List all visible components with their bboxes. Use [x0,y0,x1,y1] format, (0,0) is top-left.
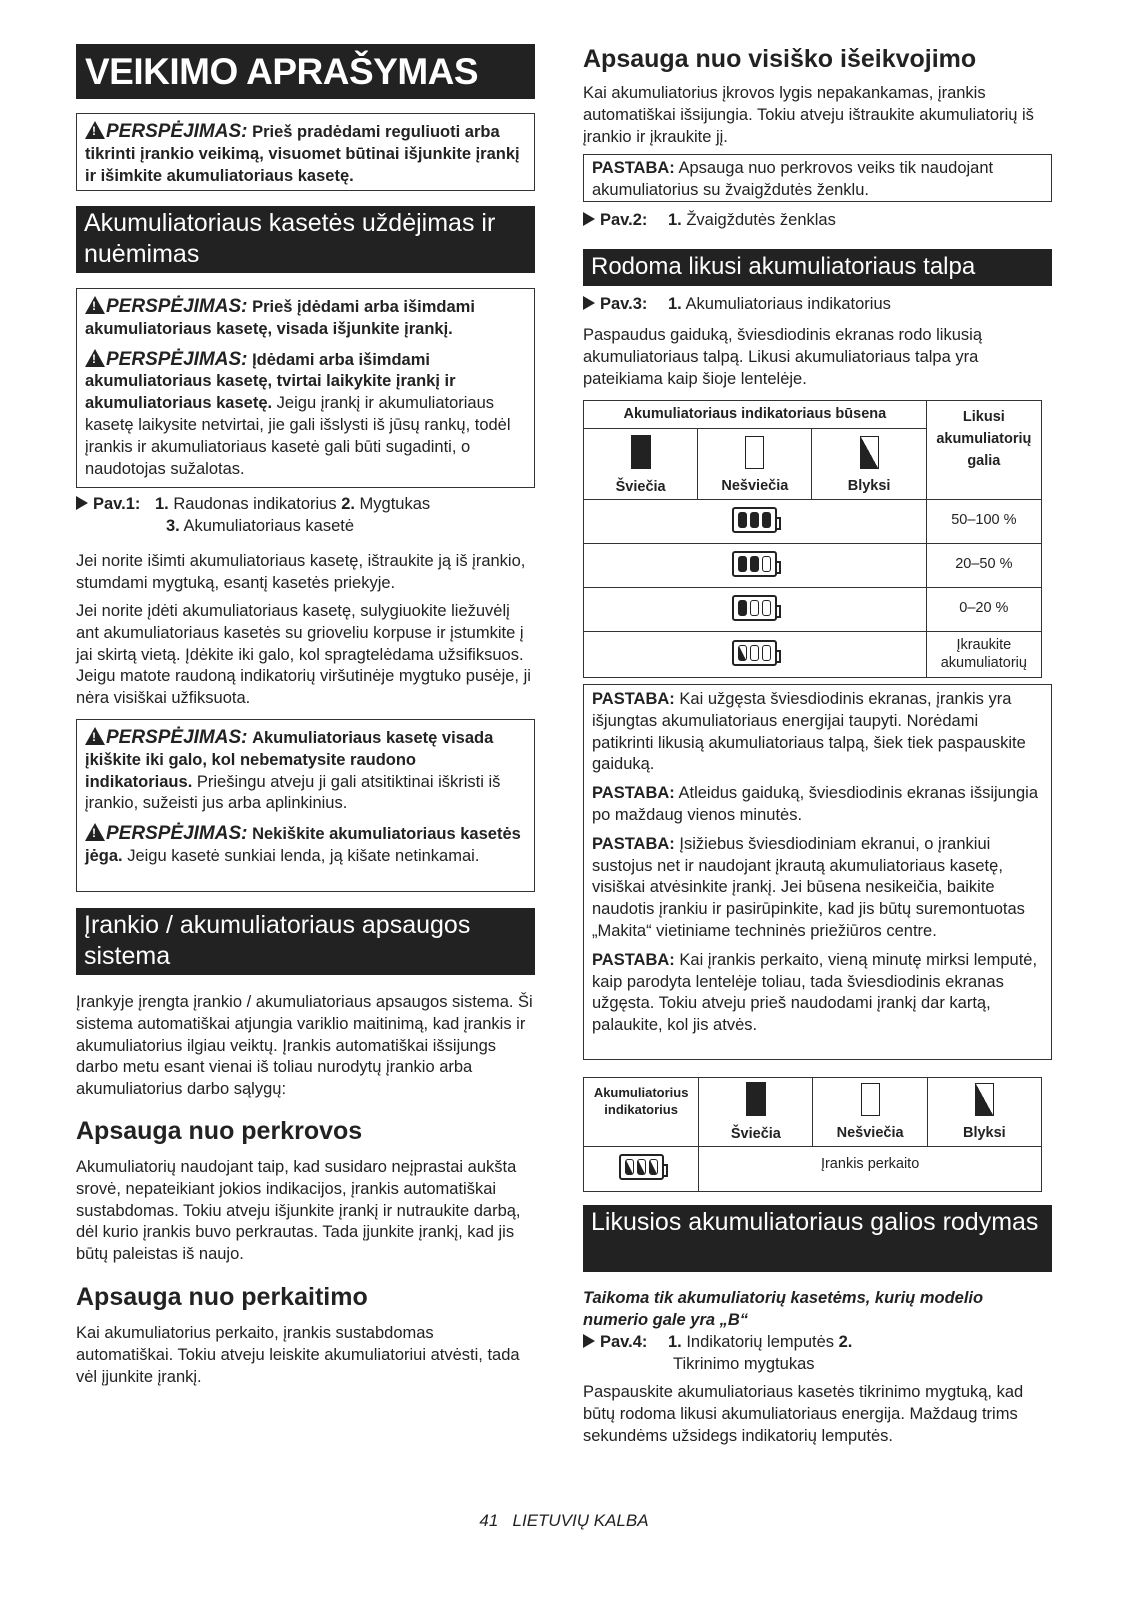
figure-label: Pav.2: [600,211,648,229]
warning-box-3 [76,719,535,892]
note-text: Kai užgęsta šviesdiodinis ekranas, įrankis yra išjungtas akumuliatoriaus energijai taupyti. Norėdami patikrinti likusią akumuliatoriaus talpą, šiek tiek paspauskite gaiduką. [592,690,1026,774]
note-1 [592,689,1043,776]
figure-num: 2. [838,1333,853,1351]
heading-overload: Apsauga nuo perkrovos [76,1117,363,1145]
warning-text: Prieš pradėdami reguliuoti arba tikrinti įrankio veikimą, visuomet būtinai išjunkite įrankį ir išimkite akumuliatoriaus kasetę. [85,123,520,185]
warning-label: PERSPĖJIMAS: [106,121,248,142]
paragraph-overheat: Kai akumuliatorius perkaito, įrankis sustabdomas automatiškai. Tokiu atveju leiskite akumuliatoriui atvėsti, tada vėl įjunkite įrankį. [76,1324,520,1386]
note-text: Įsižiebus šviesdiodiniam ekranui, o įrankiui sustojus net ir naudojant įkrautą akumuliatoriaus kasetę, visiškai atvėsinkite įrankį. Jei būsena nesikeičia, baikite naudotis įrankiu ir pasirūpinkite, kad jis būtų suremontuotas „Makita“ vietiniame techninės priežiūros centre. [592,834,1025,940]
section-title-battery-install: Akumuliatoriaus kasetės uždėjimas ir nuėmimas [76,206,535,273]
paragraph-capacity: Paspaudus gaiduką, šviesdiodinis ekranas rodo likusią akumuliatoriaus talpą. Likusi akumuliatoriaus talpa yra pateikiama kaip šioje lentelėje. [583,326,982,388]
note-label: PASTABA: [592,834,675,853]
figure-label: Pav.3: [600,295,648,313]
table-header-capacity: Likusi akumuliatorių galia [926,401,1041,500]
table-row [584,543,1042,587]
note-3 [592,834,1043,943]
figure-text: Raudonas indikatorius [168,495,342,513]
legend-blink-label: Blyksi [847,478,891,495]
legend-on [699,1078,813,1147]
arrow-icon [583,296,595,310]
heading-overheat: Apsauga nuo perkaitimo [76,1283,368,1311]
figure-text: Žvaigždutės ženklas [681,211,836,229]
figure-text: Akumuliatoriaus kasetė [179,516,355,535]
legend-off [813,1078,927,1147]
note-label: PASTABA: [592,784,675,803]
warning-label: PERSPĖJIMAS: [106,727,248,748]
note-4 [592,950,1043,1037]
table-row [584,587,1042,631]
legend-off-label: Nešviečia [836,1125,904,1142]
figure-num: 1. [668,1333,682,1351]
capacity-value: 0–20 % [926,587,1041,631]
battery-overheat-cell [584,1146,699,1191]
note-2 [592,783,1043,827]
capacity-value: Įkraukite akumuliatorių [926,631,1041,677]
figure-caption-1 [76,494,535,538]
battery-1-bar-cell [584,587,927,631]
capacity-value: 50–100 % [926,499,1041,543]
warning-detail: Jeigu kasetė sunkiai lenda, ją kišate netinkamai. [122,846,480,865]
figure-num: 3. [166,516,180,535]
notes-box [583,684,1052,1060]
figure-num: 2. [341,495,355,513]
note-label: PASTABA: [592,950,675,969]
battery-blink-cell [584,631,927,677]
warning-label: PERSPĖJIMAS: [106,823,248,845]
warning-icon [85,727,105,745]
legend-on [584,429,698,500]
battery-blinking-icon [732,640,777,666]
arrow-icon [583,1334,595,1348]
heading-overdischarge: Apsauga nuo visiško išeikvojimo [583,45,977,73]
warning-detail: Jeigu įrankį ir akumuliatoriaus kasetę laikysite netvirtai, jie gali išslysti iš jūsų rankų, todėl įrankis ir akumuliatoriaus kasetė gali būti sugadinti, o naudotojas sužalotas. [85,394,511,478]
figure-text: Indikatorių lemputės [681,1333,839,1351]
figure-caption-2 [583,210,1052,232]
figure-label: Pav.1: [93,495,141,513]
legend-blink-label: Blyksi [962,1125,1006,1142]
indicator-blink-icon [975,1083,994,1116]
figure-text: Tikrinimo mygtukas [673,1354,815,1373]
warning-label: PERSPĖJIMAS: [106,348,248,370]
paragraph-check-button: Paspauskite akumuliatoriaus kasetės tikrinimo mygtuką, kad būtų rodoma likusi akumuliatoriaus energija. Maždaug trims sekundėms užsidegs indikatorių lemputės. [583,1383,1024,1445]
warning-text: Nekiškite akumuliatoriaus kasetės jėga. [85,825,521,865]
arrow-icon [76,496,88,510]
page-number: 41 [479,1511,499,1530]
note-label: PASTABA: [592,690,675,708]
warning-detail: Priešingu atveju ji gali atsitiktinai iškristi iš įrankio, sužeisti jus arba aplinkinius. [85,772,501,813]
warning-text: Akumuliatoriaus kasetę visada įkiškite iki galo, kol nebematysite raudono indikatoriaus. [85,729,494,791]
footer-language: LIETUVIŲ KALBA [512,1511,649,1530]
paragraph-protection: Įrankyje įrengta įrankio / akumuliatoriaus apsaugos sistema. Ši sistema automatiškai atjungia variklio maitinimą, kad įrankis ir akumuliatorius ilgiau veiktų. Įrankis automatiškai išsijungs darbo metu esant vienai iš toliau nurodytų įrankio arba akumuliatorius darbo sąlygų: [76,993,533,1099]
figure-text: Mygtukas [354,495,431,513]
section-title-remaining-power: Likusios akumuliatoriaus galios rodymas [583,1205,1052,1272]
note-box-1 [583,154,1052,202]
table-header-indicator: Akumuliatorius indikatorius [584,1078,699,1147]
paragraph-overdischarge: Kai akumuliatorius įkrovos lygis nepakankamas, įrankis automatiškai išsijungia. Tokiu atveju ištraukite akumuliatorių iš įrankio ir įkraukite jį. [583,84,1034,146]
paragraph-remove: Jei norite išimti akumuliatoriaus kasetę, ištraukite ją iš įrankio, stumdami mygtuką, esantį kasetės priekyje. [76,552,526,592]
figure-caption-3 [583,294,1052,316]
legend-on-label: Šviečia [730,1125,781,1142]
paragraph-overload: Akumuliatorių naudojant taip, kad susidaro neįprastai aukšta srovė, nepateikiant jokios indikacijos, įrankis automatiškai sustabdomas. Tokiu atveju išjunkite įrankį ir nutraukite darbą, dėl kurio įrankis buvo perkrautas. Tada įjunkite įrankį, kad jis būtų paleistas iš naujo. [76,1158,521,1264]
legend-blink [927,1078,1041,1147]
applicability-note: Taikoma tik akumuliatorių kasetėms, kurių modelio numerio gale yra „B“ [583,1289,984,1329]
figure-label: Pav.4: [600,1333,648,1351]
warning-icon [85,296,105,314]
capacity-table [583,400,1042,678]
battery-three-bars-icon [732,507,777,533]
table-row [584,631,1042,677]
indicator-off-icon [745,436,764,469]
legend-on-label: Šviečia [615,478,666,495]
indicator-on-icon [746,1082,766,1116]
warning-box-1 [76,113,535,191]
note-text: Kai įrankis perkaito, vieną minutę mirksi lemputė, kaip parodyta lentelėje toliau, tada šviesdiodinis ekranas užgęsta. Tokiu atveju prieš naudodami įrankį dar kartą, palaukite, kol jis atvės. [592,950,1038,1035]
note-text: Apsauga nuo perkrovos veiks tik naudojant akumuliatorius su žvaigždutės ženklu. [592,159,994,199]
figure-caption-4 [583,1332,1052,1376]
note-text: Atleidus gaiduką, šviesdiodinis ekranas išsijungia po maždaug vienos minutės. [592,784,1039,824]
table-row [584,1146,1042,1191]
figure-num: 1. [668,295,682,313]
warning-text: Prieš įdėdami arba išimdami akumuliatoriaus kasetę, visada išjunkite įrankį. [85,298,475,338]
legend-blink [812,429,926,500]
battery-overheat-icon [619,1154,664,1180]
figure-num: 1. [155,495,169,513]
page-footer [0,1510,1128,1532]
warning-label: PERSPĖJIMAS: [106,296,248,317]
table-row [584,499,1042,543]
warning-text: Įdėdami arba išimdami akumuliatoriaus kasetę, tvirtai laikykite įrankį ir akumuliatoriaus kasetę. [85,350,456,413]
battery-one-bar-icon [732,595,777,621]
section-title-remaining-capacity: Rodoma likusi akumuliatoriaus talpa [583,249,1052,286]
section-title-protection-system: Įrankio / akumuliatoriaus apsaugos sistema [76,908,535,975]
battery-two-bars-icon [732,551,777,577]
indicator-off-icon [861,1083,880,1116]
arrow-icon [583,212,595,226]
figure-text: Akumuliatoriaus indikatorius [681,295,891,313]
overheat-table [583,1077,1042,1192]
paragraph-insert: Jei norite įdėti akumuliatoriaus kasetę, sulygiuokite liežuvėlį ant akumuliatoriaus kasetės su grioveliu korpuse ir įstumkite į jai skirtą vietą. Įdėkite iki galo, kol spragtelėdama užsifiksuos. Jeigu matote raudoną indikatorių viršutinėje mygtuko pusėje, ji nėra visiškai užfiksuota. [76,602,531,708]
legend-off-label: Nešviečia [721,478,789,495]
warning-box-2 [76,288,535,488]
warning-icon [85,823,105,841]
warning-icon [85,121,105,139]
overheat-text: Įrankis perkaito [699,1146,1042,1191]
indicator-on-icon [631,435,651,469]
table-header-status: Akumuliatoriaus indikatoriaus būsena [584,401,927,429]
figure-num: 1. [668,211,682,229]
legend-off [698,429,812,500]
battery-3-bars-cell [584,499,927,543]
indicator-blink-icon [860,436,879,469]
page-title: VEIKIMO APRAŠYMAS [76,44,535,99]
capacity-value: 20–50 % [926,543,1041,587]
battery-2-bars-cell [584,543,927,587]
warning-icon [85,349,105,367]
note-label: PASTABA: [592,159,675,177]
